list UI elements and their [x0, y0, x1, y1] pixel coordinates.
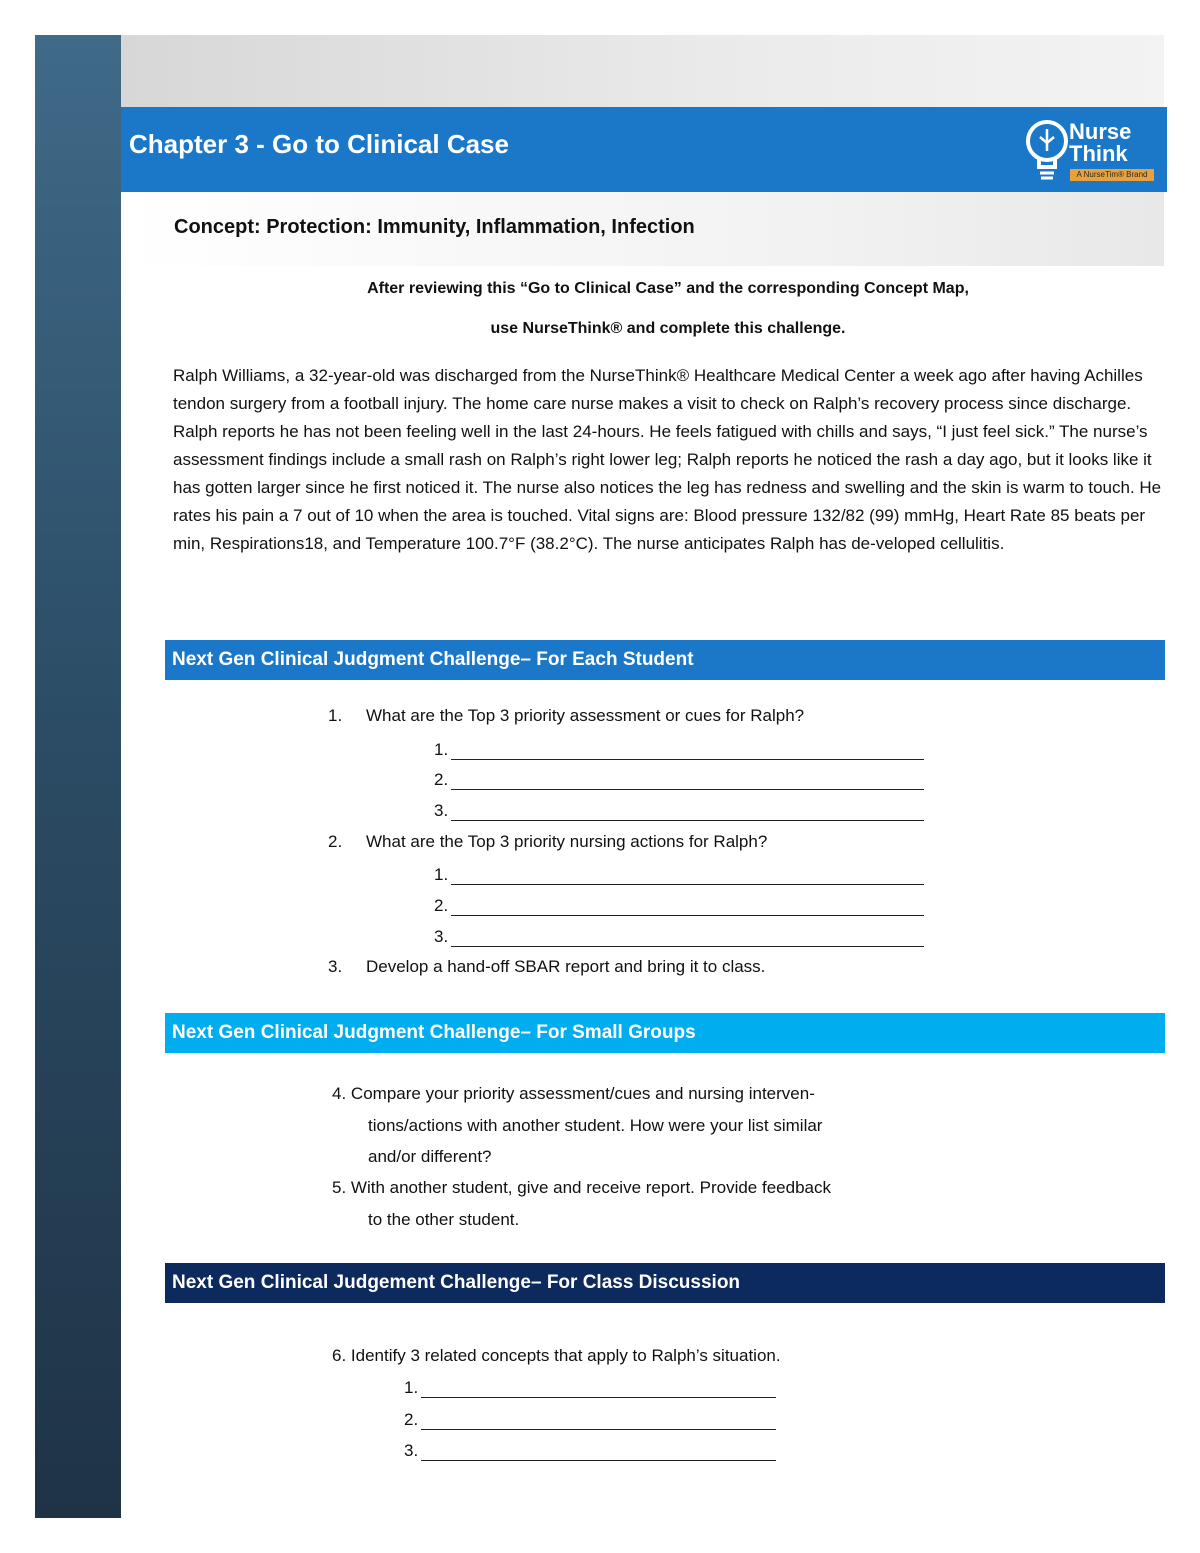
question-number: 5.: [332, 1178, 347, 1197]
blank-number: 2.: [434, 770, 449, 789]
blank-number: 1.: [434, 865, 449, 884]
logo-word-think: Think: [1069, 141, 1128, 166]
answer-blank-q6-3[interactable]: [404, 1441, 776, 1461]
question-4-line-3: and/or different?: [368, 1147, 492, 1166]
section-header-small-groups: [165, 1013, 1165, 1053]
answer-blank-q1-1[interactable]: [434, 740, 924, 760]
question-5: [332, 1178, 831, 1198]
answer-blank-q1-3[interactable]: [434, 801, 924, 821]
title-bar: [121, 107, 1167, 192]
question-2: [328, 832, 767, 852]
section-header-class-discussion: [165, 1263, 1165, 1303]
answer-line[interactable]: [451, 928, 924, 947]
answer-line[interactable]: [451, 771, 924, 790]
answer-line[interactable]: [451, 802, 924, 821]
blank-number: 2.: [434, 896, 449, 915]
blank-number: 3.: [434, 801, 449, 820]
answer-line[interactable]: [421, 1442, 776, 1461]
question-number: 3.: [328, 957, 343, 976]
answer-line[interactable]: [421, 1379, 776, 1398]
page-title: Chapter 3 - Go to Clinical Case: [129, 129, 509, 159]
blank-number: 1.: [404, 1378, 419, 1397]
nursethink-logo: [1025, 115, 1155, 187]
case-scenario: [173, 362, 1163, 558]
question-4-line-2: tions/actions with another student. How were your list similar: [368, 1116, 823, 1135]
question-3: [328, 957, 765, 977]
answer-blank-q6-1[interactable]: [404, 1378, 776, 1398]
question-5-line-2: to the other student.: [368, 1210, 520, 1229]
question-text: Develop a hand-off SBAR report and bring it to class.: [366, 957, 766, 976]
answer-line[interactable]: [451, 866, 924, 885]
question-text: What are the Top 3 priority assessment or cues for Ralph?: [366, 706, 805, 725]
answer-blank-q2-2[interactable]: [434, 896, 924, 916]
answer-line[interactable]: [451, 741, 924, 760]
case-paragraph: Ralph Williams, a 32-year-old was discharged from the NurseThink® Healthcare Medical Center a week ago after having Achilles tendon surgery from a football injury. The home care nurse makes a visit to check on Ralph’s recovery process since discharge. Ralph reports he has not been feeling well in the last 24-hours. He feels fatigued with chills and says, “I just feel sick.” The nurse’s assessment findings include a small rash on Ralph’s right lower leg; Ralph reports he noticed the rash a day ago, but it looks like it has gotten larger since he first noticed it. The nurse also notices the leg has redness and swelling and the skin is warm to touch. He rates his pain a 7 out of 10 when the area is touched. Vital signs are: Blood pressure 132/82 (99) mmHg, Heart Rate 85 beats per min, Respirations18, and Temperature 100.7°F (38.2°C). The nurse anticipates Ralph has de-veloped cellulitis.: [173, 366, 1162, 553]
question-number: 1.: [328, 706, 343, 725]
blank-number: 3.: [404, 1441, 419, 1460]
logo-tagline: A NurseTim® Brand: [1070, 169, 1154, 181]
blank-number: 2.: [404, 1410, 419, 1429]
question-number: 2.: [328, 832, 343, 851]
intro-line-1: After reviewing this “Go to Clinical Case” and the corresponding Concept Map,: [367, 280, 969, 297]
section-title: Next Gen Clinical Judgment Challenge– For Small Groups: [172, 1022, 696, 1043]
answer-blank-q1-2[interactable]: [434, 770, 924, 790]
left-sidebar-stripe: [35, 35, 121, 1518]
answer-blank-q2-1[interactable]: [434, 865, 924, 885]
question-6: [332, 1346, 781, 1366]
logo-word-nurse: Nurse: [1069, 119, 1132, 144]
question-text-line: With another student, give and receive report. Provide feedback: [350, 1178, 831, 1197]
intro-line-2: use NurseThink® and complete this challenge.: [490, 320, 846, 337]
answer-blank-q6-2[interactable]: [404, 1410, 776, 1430]
question-text: Identify 3 related concepts that apply to Ralph’s situation.: [350, 1346, 781, 1365]
question-4: [332, 1084, 815, 1104]
answer-line[interactable]: [451, 897, 924, 916]
question-text-line: Compare your priority assessment/cues and nursing interven-: [350, 1084, 815, 1103]
section-title: Next Gen Clinical Judgement Challenge– For Class Discussion: [172, 1272, 741, 1293]
concept-heading: Concept: Protection: Immunity, Inflammation, Infection: [174, 216, 695, 238]
section-header-each-student: [165, 640, 1165, 680]
lightbulb-icon: [1025, 117, 1069, 187]
question-text: What are the Top 3 priority nursing actions for Ralph?: [366, 832, 768, 851]
blank-number: 1.: [434, 740, 449, 759]
question-1: [328, 706, 804, 726]
section-title: Next Gen Clinical Judgment Challenge– For Each Student: [172, 649, 694, 670]
concept-band: [121, 192, 1164, 266]
blank-number: 3.: [434, 927, 449, 946]
question-number: 6.: [332, 1346, 347, 1365]
answer-blank-q2-3[interactable]: [434, 927, 924, 947]
answer-line[interactable]: [421, 1411, 776, 1430]
header-top-band: [121, 35, 1164, 107]
question-number: 4.: [332, 1084, 347, 1103]
